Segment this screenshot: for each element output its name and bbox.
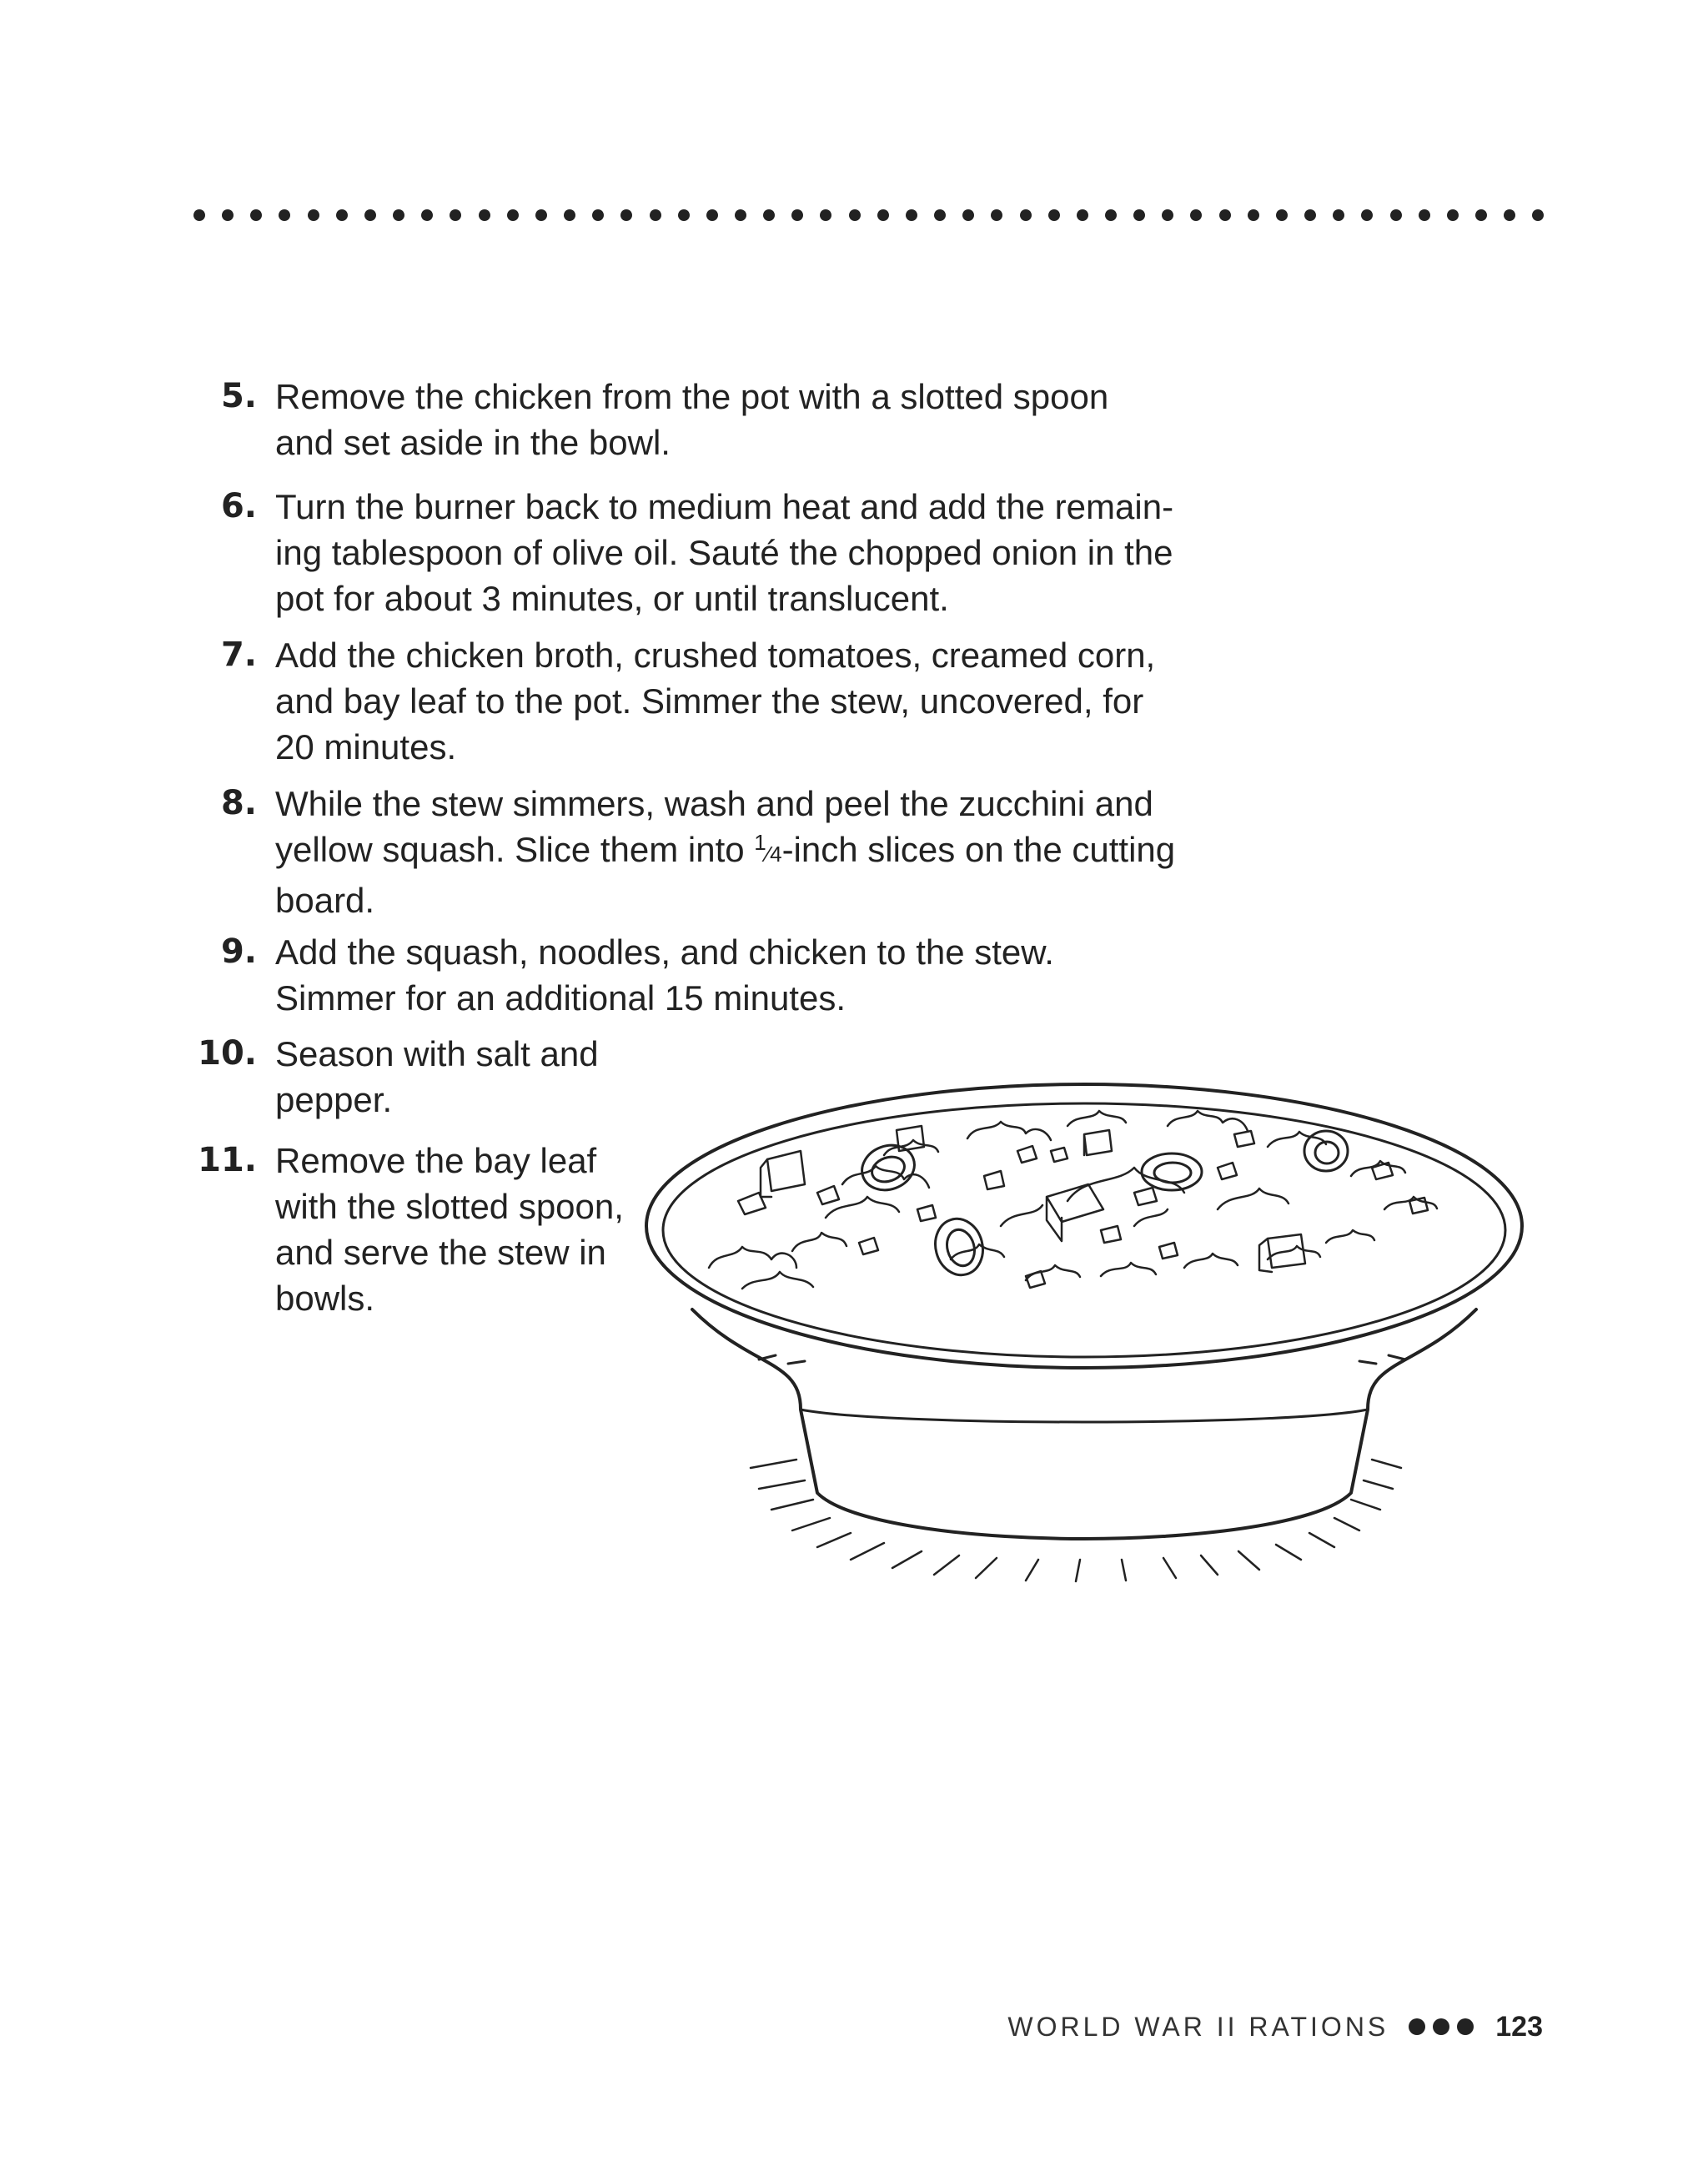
page-footer bbox=[834, 2002, 1543, 2052]
footer-bullets-icon bbox=[1409, 2018, 1474, 2035]
rule-dot bbox=[1190, 209, 1202, 221]
rule-dot bbox=[1276, 209, 1288, 221]
step-number: 10. bbox=[198, 1034, 257, 1073]
rule-dot bbox=[279, 209, 290, 221]
rule-dot bbox=[650, 209, 661, 221]
rule-dot bbox=[250, 209, 262, 221]
page-number: 123 bbox=[1495, 2010, 1543, 2043]
rule-dot bbox=[934, 209, 946, 221]
rule-dot bbox=[507, 209, 519, 221]
rule-dot bbox=[1162, 209, 1173, 221]
stew-bowl-illustration bbox=[634, 1059, 1535, 1593]
rule-dot bbox=[1504, 209, 1515, 221]
rule-dot bbox=[877, 209, 889, 221]
rule-dot bbox=[620, 209, 632, 221]
rule-dot bbox=[1532, 209, 1544, 221]
rule-dot bbox=[678, 209, 690, 221]
rule-dot bbox=[193, 209, 205, 221]
rule-dot bbox=[1390, 209, 1402, 221]
fraction-numerator: 1 bbox=[754, 830, 766, 855]
rule-dot bbox=[820, 209, 831, 221]
rule-dot bbox=[1020, 209, 1032, 221]
rule-dot bbox=[706, 209, 718, 221]
rule-dot bbox=[421, 209, 433, 221]
step-text: Add the chicken broth, crushed tomatoes, creamed corn, and bay leaf to the pot. Simmer the stew, uncovered, for 20 minutes. bbox=[275, 636, 1156, 766]
rule-dot bbox=[1419, 209, 1430, 221]
rule-dot bbox=[393, 209, 404, 221]
running-footer-title: WORLD WAR II RATIONS bbox=[1007, 2011, 1389, 2042]
rule-dot bbox=[991, 209, 1002, 221]
step-text: Season with salt and pepper. bbox=[275, 1034, 599, 1119]
rule-dot bbox=[1133, 209, 1145, 221]
rule-dot bbox=[1048, 209, 1060, 221]
step-9 bbox=[192, 929, 1176, 1029]
rule-dot bbox=[535, 209, 547, 221]
rule-dot bbox=[564, 209, 575, 221]
step-text-b: -inch slices on the cutting board. bbox=[275, 830, 1176, 920]
rule-dot bbox=[849, 209, 861, 221]
rule-dot bbox=[336, 209, 348, 221]
rule-dot bbox=[906, 209, 917, 221]
rule-dot bbox=[735, 209, 746, 221]
step-number: 9. bbox=[220, 932, 257, 971]
step-text: While the stew simmers, wash and peel the zucchini and yellow squash. Slice them into $^1$⁄4-inch slices on the cutting board. bbox=[275, 784, 1176, 920]
step-text-a: While the stew simmers, wash and peel the zucchini and yellow squash. Slice them into bbox=[275, 784, 1153, 869]
step-number: 8. bbox=[220, 784, 257, 822]
rule-dot bbox=[479, 209, 490, 221]
step-number: 11. bbox=[198, 1141, 257, 1179]
rule-dot bbox=[1361, 209, 1373, 221]
rule-dot bbox=[450, 209, 461, 221]
step-text: Add the squash, noodles, and chicken to the stew. Simmer for an additional 15 minutes. bbox=[275, 932, 1054, 1018]
step-text: Remove the chicken from the pot with a slotted spoon and set aside in the bowl. bbox=[275, 377, 1109, 462]
step-number: 6. bbox=[220, 487, 257, 525]
rule-dot bbox=[308, 209, 319, 221]
step-10 bbox=[192, 1031, 625, 1131]
rule-dot bbox=[1475, 209, 1487, 221]
fraction-denominator: 4 bbox=[770, 842, 782, 867]
rule-dot bbox=[1219, 209, 1231, 221]
rule-dot bbox=[592, 209, 604, 221]
step-8 bbox=[192, 781, 1176, 931]
rule-dot bbox=[962, 209, 974, 221]
rule-dot bbox=[1077, 209, 1088, 221]
step-11 bbox=[192, 1138, 625, 1338]
rule-dot bbox=[222, 209, 234, 221]
step-text: Turn the burner back to medium heat and add the remain-ing tablespoon of olive oil. Sauté the chopped onion in the pot for about 3 minutes, or until translucent. bbox=[275, 487, 1174, 618]
rule-dot bbox=[1304, 209, 1316, 221]
rule-dot bbox=[791, 209, 803, 221]
step-number: 5. bbox=[220, 377, 257, 415]
rule-dot bbox=[364, 209, 376, 221]
rule-dot bbox=[1248, 209, 1259, 221]
step-5 bbox=[192, 374, 1176, 474]
step-6 bbox=[192, 484, 1176, 634]
rule-dot bbox=[1333, 209, 1344, 221]
dotted-rule bbox=[193, 205, 1545, 225]
step-text: Remove the bay leaf with the slotted spoon, and serve the stew in bowls. bbox=[275, 1141, 624, 1318]
rule-dot bbox=[1447, 209, 1459, 221]
rule-dot bbox=[1105, 209, 1117, 221]
rule-dot bbox=[763, 209, 775, 221]
step-7 bbox=[192, 632, 1176, 782]
step-number: 7. bbox=[220, 636, 257, 674]
